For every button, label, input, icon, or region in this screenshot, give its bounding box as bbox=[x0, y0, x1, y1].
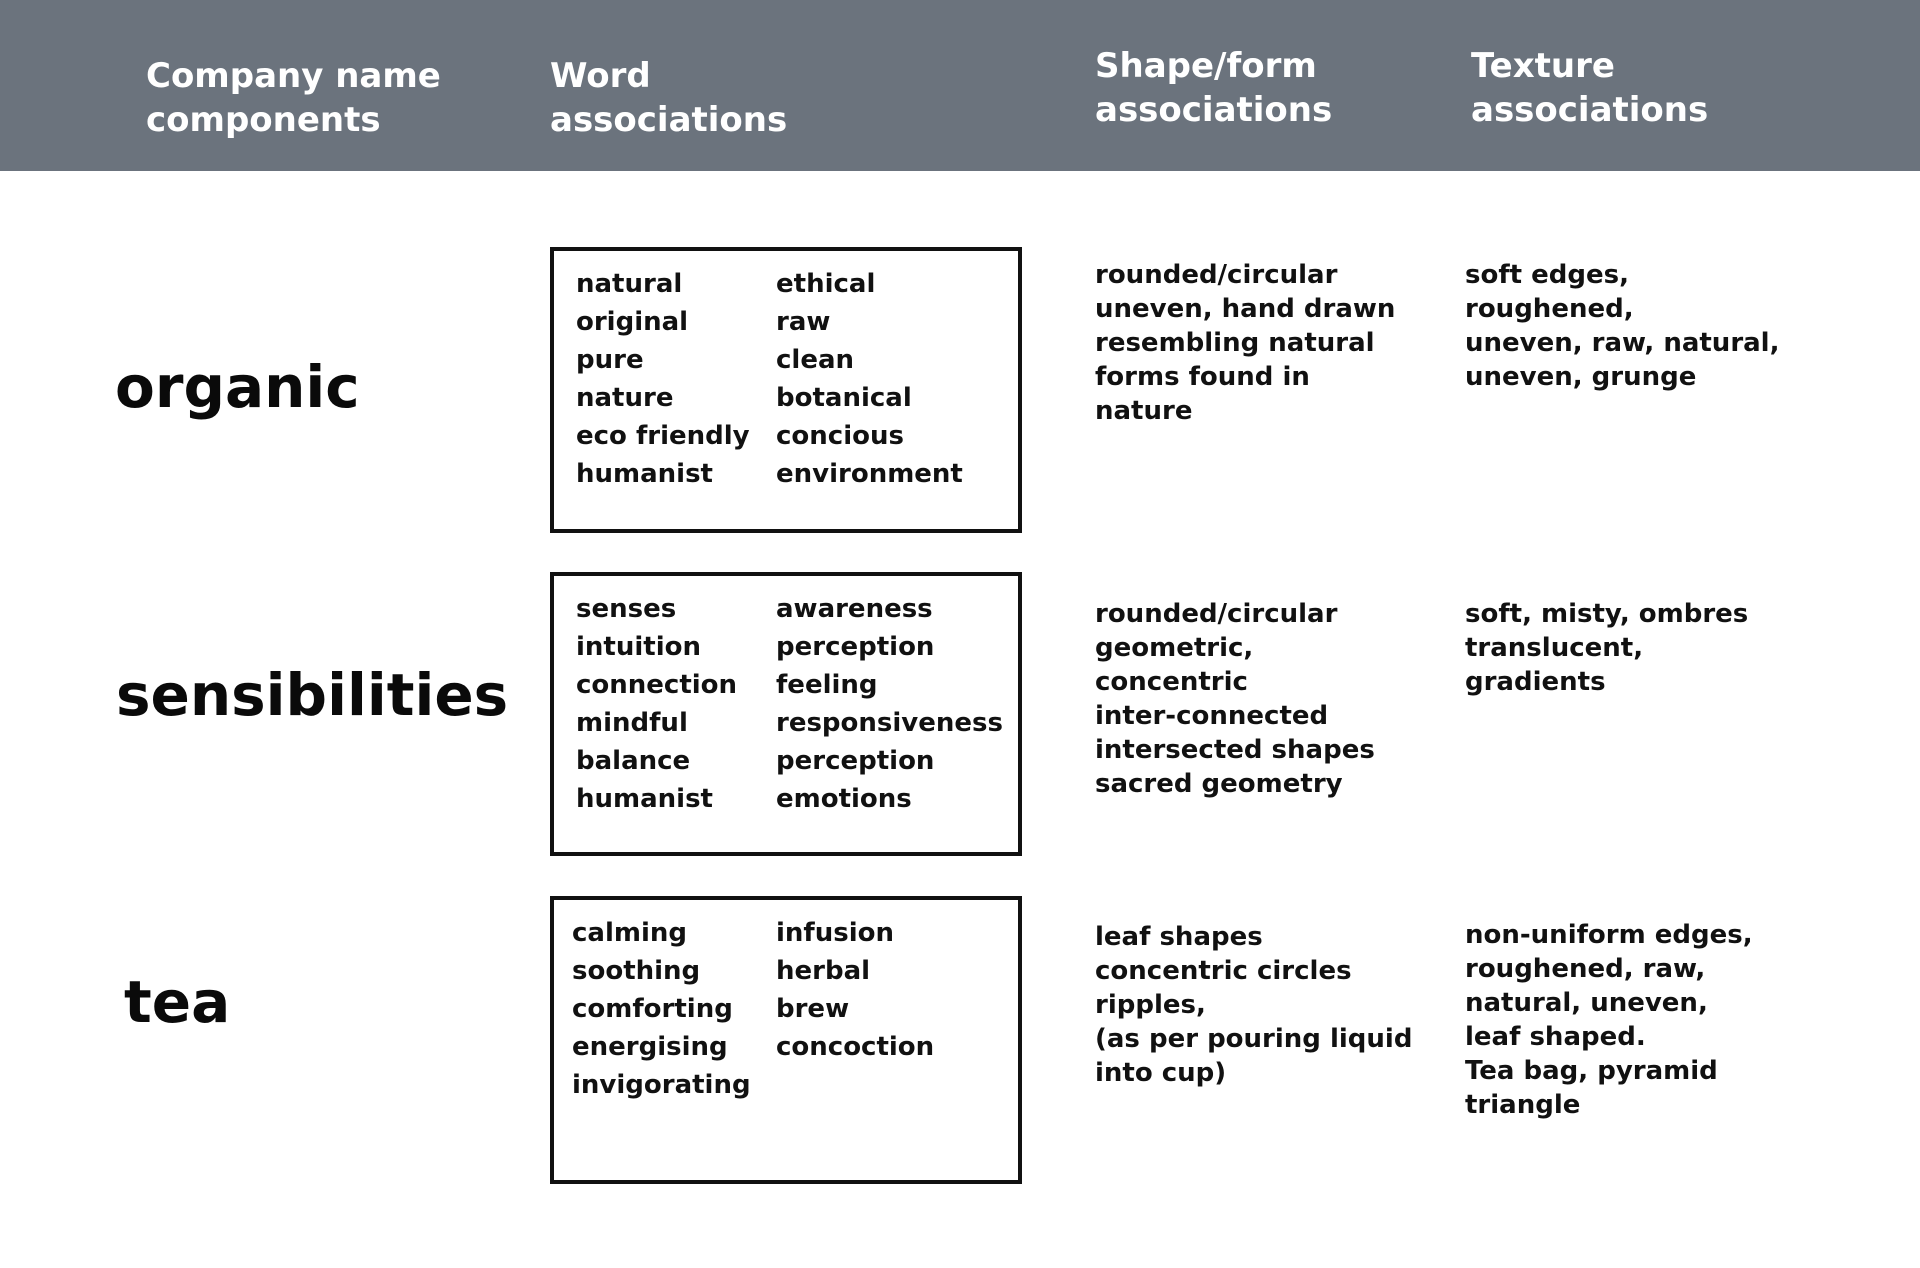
shape-line: concentric circles bbox=[1095, 956, 1352, 986]
shape-line: inter-connected bbox=[1095, 701, 1329, 731]
shape-line: into cup) bbox=[1095, 1058, 1227, 1088]
texture-line: roughened, bbox=[1465, 294, 1634, 324]
shape-line: (as per pouring liquid bbox=[1095, 1024, 1413, 1054]
word: herbal bbox=[776, 956, 871, 986]
component-tea: tea bbox=[124, 968, 231, 1036]
shape-line: geometric, bbox=[1095, 633, 1254, 663]
word: responsiveness bbox=[776, 708, 1003, 738]
word: emotions bbox=[776, 784, 912, 814]
texture-line: triangle bbox=[1465, 1090, 1581, 1120]
word-list-left bbox=[576, 590, 737, 818]
word: calming bbox=[572, 918, 687, 948]
word: senses bbox=[576, 594, 677, 624]
component-sensibilities: sensibilities bbox=[116, 661, 509, 729]
shape-associations-sensibilities bbox=[1095, 597, 1375, 801]
word: energising bbox=[572, 1032, 728, 1062]
word: balance bbox=[576, 746, 691, 776]
texture-line: leaf shaped. bbox=[1465, 1022, 1646, 1052]
texture-associations-organic bbox=[1465, 258, 1779, 394]
word: ethical bbox=[776, 269, 876, 299]
header-shape-form-associations: Shape/form associations bbox=[1095, 46, 1333, 130]
word: pure bbox=[576, 345, 644, 375]
word: concoction bbox=[776, 1032, 935, 1062]
shape-associations-tea bbox=[1095, 920, 1412, 1090]
word: original bbox=[576, 307, 689, 337]
word-box-organic bbox=[550, 247, 1022, 533]
shape-line: rounded/circular bbox=[1095, 599, 1338, 629]
texture-line: translucent, bbox=[1465, 633, 1644, 663]
shape-line: leaf shapes bbox=[1095, 922, 1263, 952]
header-company-name-components: Company name components bbox=[146, 56, 441, 140]
shape-line: intersected shapes bbox=[1095, 735, 1375, 765]
word: natural bbox=[576, 269, 683, 299]
shape-line: nature bbox=[1095, 396, 1193, 426]
word: comforting bbox=[572, 994, 733, 1024]
texture-line: non-uniform edges, bbox=[1465, 920, 1753, 950]
word: concious bbox=[776, 421, 904, 451]
word: infusion bbox=[776, 918, 895, 948]
word-list-left bbox=[576, 265, 750, 493]
shape-associations-organic bbox=[1095, 258, 1395, 428]
header-texture-associations: Texture associations bbox=[1471, 46, 1709, 130]
shape-line: concentric bbox=[1095, 667, 1248, 697]
word: perception bbox=[776, 632, 935, 662]
shape-line: sacred geometry bbox=[1095, 769, 1343, 799]
word: humanist bbox=[576, 459, 713, 489]
shape-line: rounded/circular bbox=[1095, 260, 1338, 290]
shape-line: forms found in bbox=[1095, 362, 1310, 392]
texture-line: soft edges, bbox=[1465, 260, 1629, 290]
shape-line: uneven, hand drawn bbox=[1095, 294, 1396, 324]
word: intuition bbox=[576, 632, 701, 662]
shape-line: ripples, bbox=[1095, 990, 1206, 1020]
word: mindful bbox=[576, 708, 688, 738]
word: connection bbox=[576, 670, 738, 700]
texture-line: uneven, raw, natural, bbox=[1465, 328, 1780, 358]
texture-associations-sensibilities bbox=[1465, 597, 1748, 699]
word: nature bbox=[576, 383, 674, 413]
word-box-sensibilities bbox=[550, 572, 1022, 856]
component-organic: organic bbox=[115, 353, 360, 421]
word-list-left bbox=[572, 914, 751, 1104]
word-list-right bbox=[776, 590, 1003, 818]
word-list-right bbox=[776, 265, 963, 493]
word: awareness bbox=[776, 594, 933, 624]
word: humanist bbox=[576, 784, 713, 814]
word: raw bbox=[776, 307, 831, 337]
word: invigorating bbox=[572, 1070, 751, 1100]
word: soothing bbox=[572, 956, 701, 986]
word: perception bbox=[776, 746, 935, 776]
word: environment bbox=[776, 459, 963, 489]
texture-line: Tea bag, pyramid bbox=[1465, 1056, 1718, 1086]
word: eco friendly bbox=[576, 421, 750, 451]
header-bar bbox=[0, 0, 1920, 171]
texture-line: uneven, grunge bbox=[1465, 362, 1697, 392]
texture-line: gradients bbox=[1465, 667, 1606, 697]
word-list-right bbox=[776, 914, 934, 1066]
texture-line: natural, uneven, bbox=[1465, 988, 1708, 1018]
word-box-tea bbox=[550, 896, 1022, 1184]
word: brew bbox=[776, 994, 850, 1024]
texture-line: roughened, raw, bbox=[1465, 954, 1706, 984]
texture-associations-tea bbox=[1465, 918, 1753, 1122]
word: botanical bbox=[776, 383, 912, 413]
word: clean bbox=[776, 345, 855, 375]
header-word-associations: Word associations bbox=[550, 56, 788, 140]
word: feeling bbox=[776, 670, 878, 700]
shape-line: resembling natural bbox=[1095, 328, 1375, 358]
texture-line: soft, misty, ombres bbox=[1465, 599, 1749, 629]
